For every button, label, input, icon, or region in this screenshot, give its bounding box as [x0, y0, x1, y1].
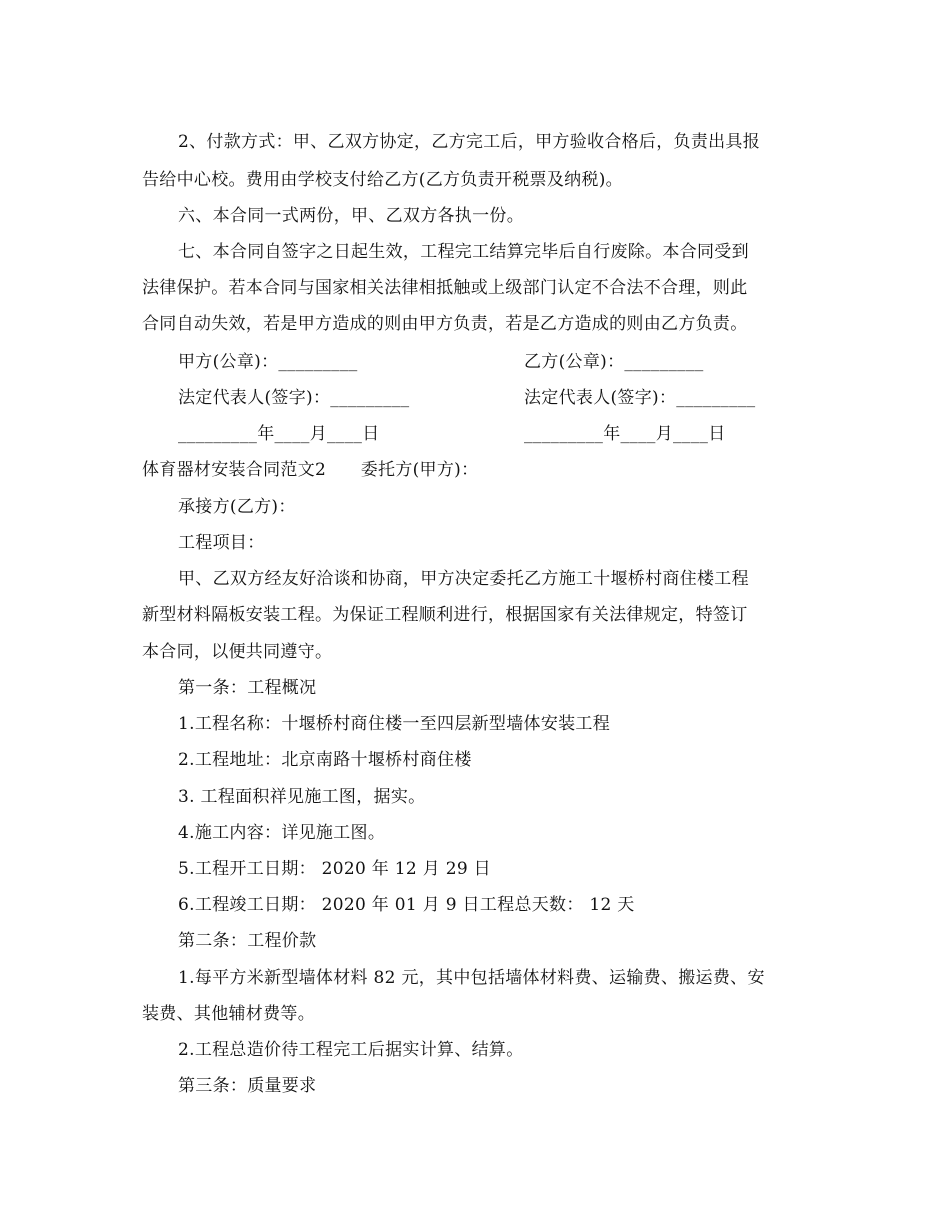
article-1-item-1: 1.工程名称：十堰桥村商住楼一至四层新型墙体安装工程 — [178, 714, 611, 734]
contractor-label: 承接方(乙方)： — [178, 497, 296, 517]
article-2-item-1-line-1: 1.每平方米新型墙体材料 82 元，其中包括墙体材料费、运输费、搬运费、安 — [178, 968, 765, 988]
payment-terms-line-2: 告给中心校。费用由学校支付给乙方(乙方负责开税票及纳税)。 — [142, 170, 623, 190]
intro-line-2: 新型材料隔板安装工程。为保证工程顺利进行，根据国家有关法律规定，特签订 — [142, 605, 748, 625]
article-2-item-1-line-2: 装费、其他辅材费等。 — [142, 1004, 315, 1024]
signature-party-a-seal: 甲方(公章)：_________ — [178, 352, 358, 372]
article-1-title: 第一条：工程概况 — [178, 678, 317, 698]
project-label: 工程项目： — [178, 533, 265, 553]
template-title: 体育器材安装合同范文2 委托方(甲方)： — [142, 460, 479, 480]
article-2-title: 第二条：工程价款 — [178, 931, 317, 951]
payment-terms-line-1: 2、付款方式：甲、乙双方协定，乙方完工后，甲方验收合格后，负责出具报 — [178, 132, 761, 152]
article-1-item-5: 5.工程开工日期： 2020 年 12 月 29 日 — [178, 859, 491, 879]
signature-party-b-date: _________年____月____日 — [524, 424, 726, 444]
signature-party-b-representative: 法定代表人(签字)：_________ — [524, 388, 756, 408]
signature-party-a-date: _________年____月____日 — [178, 424, 380, 444]
intro-line-3: 本合同，以便共同遵守。 — [142, 642, 333, 662]
article-1-item-2: 2.工程地址：北京南路十堰桥村商住楼 — [178, 750, 472, 770]
validity-clause-line-2: 法律保护。若本合同与国家相关法律相抵触或上级部门认定不合法不合理，则此 — [142, 278, 748, 298]
article-1-item-6: 6.工程竣工日期： 2020 年 01 月 9 日工程总天数： 12 天 — [178, 895, 635, 915]
article-1-item-4: 4.施工内容：详见施工图。 — [178, 823, 386, 843]
signature-party-b-seal: 乙方(公章)：_________ — [524, 352, 704, 372]
copies-clause: 六、本合同一式两份，甲、乙双方各执一份。 — [178, 206, 524, 226]
article-3-title: 第三条：质量要求 — [178, 1076, 317, 1096]
signature-party-a-representative: 法定代表人(签字)：_________ — [178, 388, 410, 408]
intro-line-1: 甲、乙双方经友好洽谈和协商，甲方决定委托乙方施工十堰桥村商住楼工程 — [178, 569, 749, 589]
article-2-item-2: 2.工程总造价待工程完工后据实计算、结算。 — [178, 1040, 524, 1060]
article-1-item-3: 3. 工程面积祥见施工图，据实。 — [178, 787, 426, 807]
validity-clause-line-3: 合同自动失效，若是甲方造成的则由甲方负责，若是乙方造成的则由乙方负责。 — [142, 314, 748, 334]
validity-clause-line-1: 七、本合同自签字之日起生效，工程完工结算完毕后自行废除。本合同受到 — [178, 242, 749, 262]
